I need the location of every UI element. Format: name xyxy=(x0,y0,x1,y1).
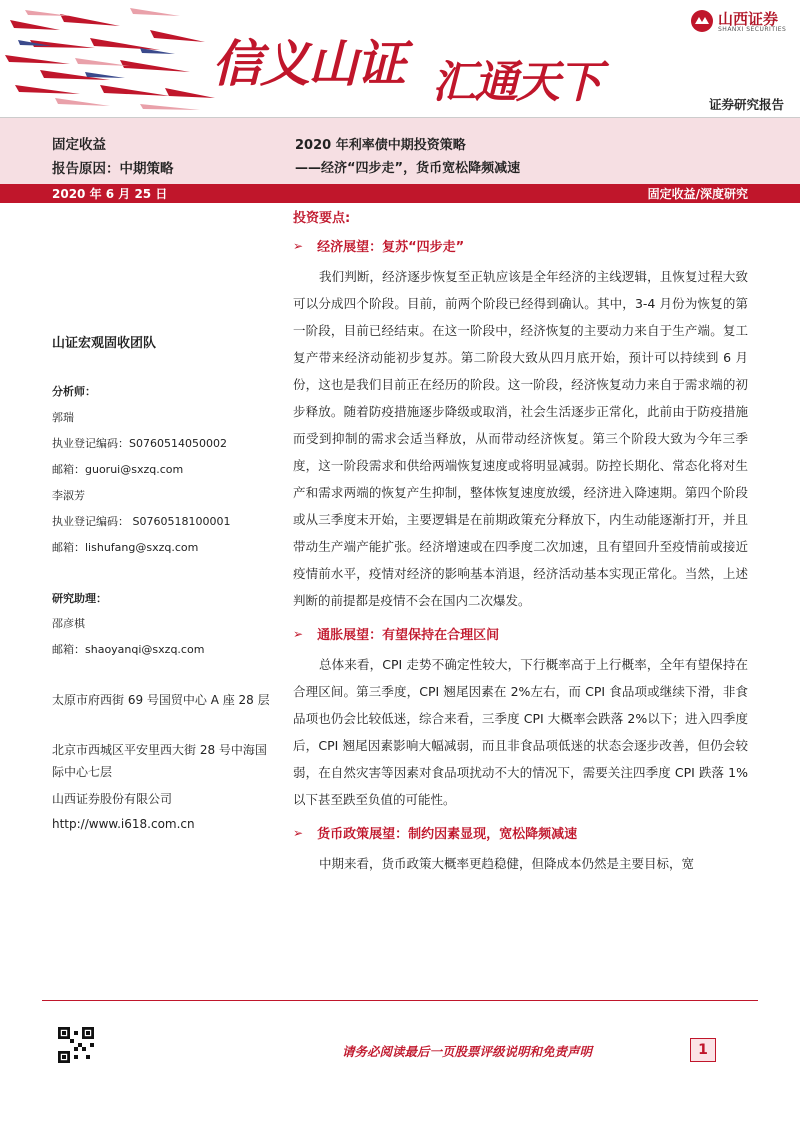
analyst1-reg: 执业登记编码：S0760514050002 xyxy=(52,437,227,450)
key-points-heading: 投资要点: xyxy=(293,211,351,226)
arrow-bullet-icon: ➢ xyxy=(293,626,304,641)
brand-slogan-part1: 信义山证 xyxy=(212,34,404,93)
analyst1-email[interactable]: 邮箱：guorui@sxzq.com xyxy=(52,463,184,476)
section-monetary-title xyxy=(293,823,748,842)
team-name: 山证宏观固收团队 xyxy=(52,336,157,351)
section-monetary-paragraph: 中期来看，货币政策大概率更趋稳健，但降成本仍然是主要目标，宽 xyxy=(319,856,695,871)
qr-code-icon xyxy=(58,1027,94,1063)
main-content xyxy=(293,205,748,877)
report-type-label: 证券研究报告 xyxy=(708,97,784,112)
report-title: 2020 年利率债中期投资策略 xyxy=(295,138,466,153)
section-inflation-paragraph: 总体来看，CPI 走势不确定性较大，下行概率高于上行概率，全年有望保持在合理区间。第三季度，CPI 翘尾因素在 2%左右，而 CPI 食品项或继续下滑，非食品项也仍会比较低迷，综合来看，三季度 CPI 大概率会跌落 2%以下；进入四季度后，CPI 翘尾因素影响大幅减弱，而且非食品项低迷的状态会逐步改善，但仍会较弱，在自然灾害等因素对食品项扰动不大的情况下，需要关注四季度 CPI 跌落 1%以下甚至跌至负值的可能性。 xyxy=(293,657,748,807)
arrow-bullet-icon: ➢ xyxy=(293,238,304,253)
assistant-email[interactable]: 邮箱：shaoyanqi@sxzq.com xyxy=(52,643,205,656)
page-number: 1 xyxy=(690,1038,716,1062)
section-economy-paragraph: 我们判断，经济逐步恢复至正轨应该是全年经济的主线逻辑，且恢复过程大致可以分成四个阶段。目前，前两个阶段已经得到确认。其中，3-4 月份为恢复的第一阶段，目前已经结束。在这一阶段中，经济恢复的主要动力来自于生产端。复工复产带来经济动能初步复苏。第二阶段大致从四月底开始，预计可以持续到 6 月份，这也是我们目前正在经历的阶段。这一阶段，经济恢复动力来自于需求端的初步释放。随着防疫措施逐步降级或取消，社会生活逐步正常化，此前由于防疫措施而受到抑制的需求会适当释放，从而带动经济恢复。第三个阶段大致为今年三季度，这一阶段需求和供给两端恢复速度或将明显减弱。防控长期化、常态化将对生产和需求两端的恢复产生抑制，整体恢复速度放缓，经济进入降速期。第四个阶段或从三季度末开始，主要逻辑是在前期政策充分释放下，内生动能逐渐打开，并且带动生产端产能扩张。经济增速或在四季度二次加速，且有望回升至疫情前或接近疫情前水平，疫情对经济的影响基本消退，经济活动基本实现正常化。当然，上述判断的前提都是疫情不会在国内二次爆发。 xyxy=(293,269,748,608)
logo-name-en: SHANXI SECURITIES xyxy=(718,26,787,33)
company-name: 山西证券股份有限公司 xyxy=(52,792,173,806)
address-beijing: 北京市西城区平安里西大街 28 号中海国际中心七层 xyxy=(52,743,267,779)
report-category: 固定收益 xyxy=(52,137,106,153)
analyst2-reg: 执业登记编码： S0760518100001 xyxy=(52,515,231,528)
company-website[interactable]: http://www.i618.com.cn xyxy=(52,817,195,831)
report-subtitle: ——经济“四步走”，货币宽松降频减速 xyxy=(295,161,521,176)
arrow-bullet-icon: ➢ xyxy=(293,825,304,840)
section-title-text: 经济展望：复苏“四步走” xyxy=(317,240,465,255)
footer-divider xyxy=(42,1000,758,1001)
analyst1-name: 郭瑞 xyxy=(52,411,74,424)
section-title-text: 通胀展望：有望保持在合理区间 xyxy=(317,628,500,643)
brand-slogan-part2: 汇通天下 xyxy=(432,57,600,108)
logo-emblem-icon xyxy=(690,9,714,33)
section-economy-title xyxy=(293,236,748,255)
section-inflation-title xyxy=(293,624,748,643)
report-reason: 报告原因：中期策略 xyxy=(52,161,174,177)
analyst2-email[interactable]: 邮箱：lishufang@sxzq.com xyxy=(52,541,199,554)
logo-name-cn: 山西证券 xyxy=(718,10,779,28)
analyst2-name: 李淑芳 xyxy=(52,489,85,502)
address-taiyuan: 太原市府西街 69 号国贸中心 A 座 28 层 xyxy=(52,693,270,707)
footer-disclaimer: 请务必阅读最后一页股票评级说明和免责声明 xyxy=(342,1044,593,1059)
analyst-label: 分析师： xyxy=(52,385,96,398)
section-title-text: 货币政策展望：制约因素显现，宽松降频减速 xyxy=(317,827,578,842)
assistant-label: 研究助理： xyxy=(52,592,107,605)
assistant-name: 邵彦棋 xyxy=(52,617,85,630)
report-class: 固定收益/深度研究 xyxy=(647,187,748,201)
report-date: 2020 年 6 月 25 日 xyxy=(52,187,168,201)
company-logo xyxy=(688,4,788,38)
